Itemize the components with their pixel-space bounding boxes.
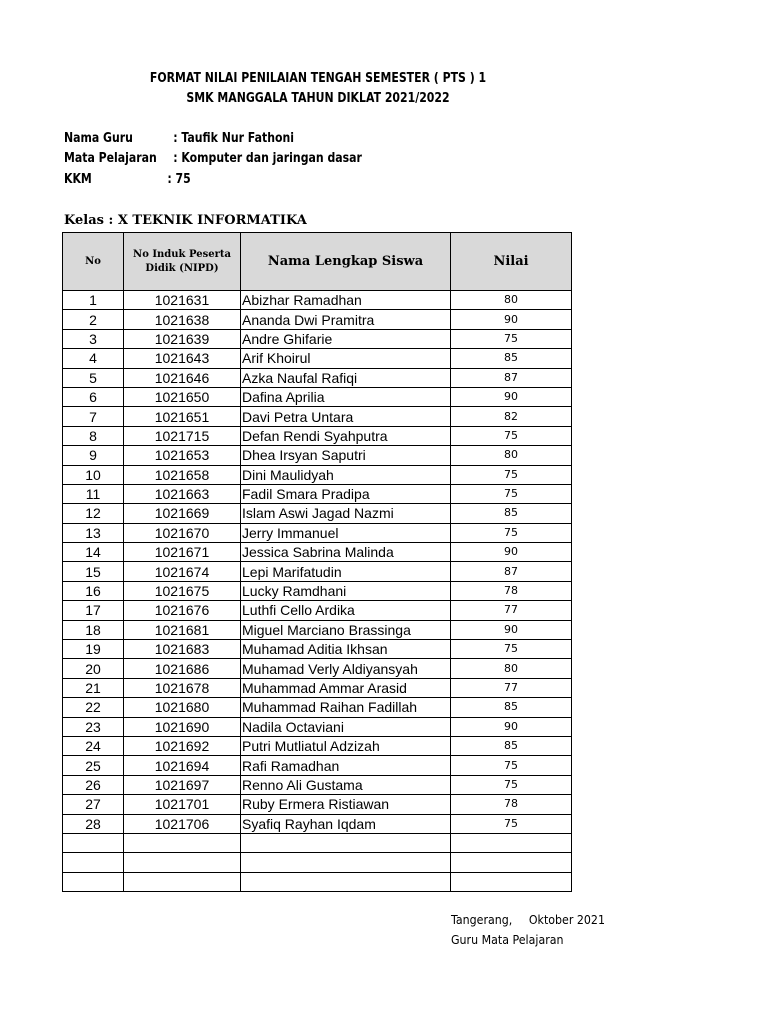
cell-nilai: 77 — [451, 601, 572, 620]
table-row — [63, 659, 572, 678]
cell-nilai: 80 — [451, 291, 572, 310]
cell-nipd: 1021692 — [124, 736, 241, 755]
cell-nama: Lucky Ramdhani — [241, 581, 451, 600]
cell-nilai: 85 — [451, 736, 572, 755]
cell-nipd: 1021701 — [124, 795, 241, 814]
cell-nilai: 90 — [451, 620, 572, 639]
table-row — [63, 736, 572, 755]
empty-cell — [241, 872, 451, 891]
table-row — [63, 620, 572, 639]
cell-nilai: 80 — [451, 659, 572, 678]
cell-nama: Jerry Immanuel — [241, 523, 451, 542]
cell-no: 11 — [63, 484, 124, 503]
cell-no: 25 — [63, 756, 124, 775]
cell-nipd: 1021643 — [124, 349, 241, 368]
cell-no: 8 — [63, 426, 124, 445]
cell-nama: Lepi Marifatudin — [241, 562, 451, 581]
table-row — [63, 717, 572, 736]
cell-no: 1 — [63, 291, 124, 310]
cell-no: 24 — [63, 736, 124, 755]
cell-nilai: 80 — [451, 446, 572, 465]
cell-nama: Jessica Sabrina Malinda — [241, 543, 451, 562]
cell-no: 2 — [63, 310, 124, 329]
cell-nama: Dhea Irsyan Saputri — [241, 446, 451, 465]
cell-no: 22 — [63, 698, 124, 717]
empty-cell — [124, 872, 241, 891]
cell-no: 13 — [63, 523, 124, 542]
cell-nama: Muhammad Raihan Fadillah — [241, 698, 451, 717]
document-subtitle: SMK MANGGALA TAHUN DIKLAT 2021/2022 — [186, 91, 450, 106]
info-kkm — [64, 172, 191, 187]
document-title: FORMAT NILAI PENILAIAN TENGAH SEMESTER ( PTS ) 1 — [149, 71, 487, 86]
guru-label: Nama Guru — [64, 131, 133, 146]
grades-table — [62, 232, 572, 892]
cell-no: 7 — [63, 407, 124, 426]
cell-nilai: 87 — [451, 368, 572, 387]
cell-nipd: 1021638 — [124, 310, 241, 329]
cell-nilai: 90 — [451, 387, 572, 406]
cell-no: 21 — [63, 678, 124, 697]
table-row — [63, 484, 572, 503]
cell-nipd: 1021676 — [124, 601, 241, 620]
cell-nipd: 1021658 — [124, 465, 241, 484]
info-guru — [64, 131, 294, 146]
cell-nipd: 1021646 — [124, 368, 241, 387]
cell-nilai: 90 — [451, 310, 572, 329]
cell-nama: Syafiq Rayhan Iqdam — [241, 814, 451, 833]
table-row-empty — [63, 872, 572, 891]
cell-no: 28 — [63, 814, 124, 833]
cell-nama: Luthfi Cello Ardika — [241, 601, 451, 620]
table-row-empty — [63, 853, 572, 872]
cell-nipd: 1021671 — [124, 543, 241, 562]
cell-nilai: 75 — [451, 426, 572, 445]
cell-nilai: 78 — [451, 581, 572, 600]
cell-nilai: 75 — [451, 775, 572, 794]
cell-no: 27 — [63, 795, 124, 814]
table-row — [63, 368, 572, 387]
cell-nama: Davi Petra Untara — [241, 407, 451, 426]
table-header-row — [63, 233, 572, 291]
table-row-empty — [63, 833, 572, 852]
cell-nipd: 1021697 — [124, 775, 241, 794]
table-row — [63, 698, 572, 717]
cell-no: 26 — [63, 775, 124, 794]
cell-nama: Fadil Smara Pradipa — [241, 484, 451, 503]
header-nama: Nama Lengkap Siswa — [241, 233, 451, 291]
cell-nama: Muhammad Ammar Arasid — [241, 678, 451, 697]
cell-nama: Andre Ghifarie — [241, 329, 451, 348]
cell-nama: Dafina Aprilia — [241, 387, 451, 406]
table-row — [63, 814, 572, 833]
cell-nilai: 90 — [451, 717, 572, 736]
empty-cell — [124, 853, 241, 872]
cell-nama: Nadila Octaviani — [241, 717, 451, 736]
cell-nipd: 1021653 — [124, 446, 241, 465]
cell-no: 12 — [63, 504, 124, 523]
cell-nipd: 1021706 — [124, 814, 241, 833]
empty-cell — [124, 833, 241, 852]
info-mapel — [64, 151, 362, 166]
cell-nipd: 1021631 — [124, 291, 241, 310]
empty-cell — [63, 853, 124, 872]
cell-nama: Ananda Dwi Pramitra — [241, 310, 451, 329]
signature-role: Guru Mata Pelajaran — [451, 933, 564, 947]
cell-nipd: 1021669 — [124, 504, 241, 523]
cell-nilai: 85 — [451, 349, 572, 368]
cell-no: 10 — [63, 465, 124, 484]
table-row — [63, 562, 572, 581]
empty-cell — [241, 833, 451, 852]
header-no: No — [63, 233, 124, 291]
cell-nilai: 75 — [451, 465, 572, 484]
cell-nama: Muhamad Aditia Ikhsan — [241, 640, 451, 659]
cell-nama: Putri Mutliatul Adzizah — [241, 736, 451, 755]
cell-nipd: 1021683 — [124, 640, 241, 659]
table-row — [63, 581, 572, 600]
cell-nipd: 1021715 — [124, 426, 241, 445]
signature-place-date — [451, 913, 605, 927]
class-label: Kelas : X TEKNIK INFORMATIKA — [64, 213, 307, 228]
cell-no: 5 — [63, 368, 124, 387]
cell-nipd: 1021651 — [124, 407, 241, 426]
cell-nilai: 87 — [451, 562, 572, 581]
table-row — [63, 291, 572, 310]
table-row — [63, 640, 572, 659]
cell-nilai: 85 — [451, 698, 572, 717]
cell-nama: Azka Naufal Rafiqi — [241, 368, 451, 387]
empty-cell — [63, 872, 124, 891]
header-nipd — [124, 233, 241, 291]
signature-place: Tangerang, — [451, 913, 513, 927]
cell-nama: Defan Rendi Syahputra — [241, 426, 451, 445]
table-row — [63, 795, 572, 814]
table-row — [63, 543, 572, 562]
cell-nama: Muhamad Verly Aldiyansyah — [241, 659, 451, 678]
cell-nipd: 1021686 — [124, 659, 241, 678]
cell-no: 17 — [63, 601, 124, 620]
cell-no: 20 — [63, 659, 124, 678]
table-row — [63, 601, 572, 620]
cell-nama: Dini Maulidyah — [241, 465, 451, 484]
cell-nama: Arif Khoirul — [241, 349, 451, 368]
cell-nama: Abizhar Ramadhan — [241, 291, 451, 310]
cell-no: 23 — [63, 717, 124, 736]
guru-value: : Taufik Nur Fathoni — [173, 131, 295, 146]
cell-nilai: 77 — [451, 678, 572, 697]
cell-nipd: 1021650 — [124, 387, 241, 406]
mapel-value: : Komputer dan jaringan dasar — [173, 151, 362, 166]
cell-nipd: 1021670 — [124, 523, 241, 542]
cell-no: 3 — [63, 329, 124, 348]
table-row — [63, 465, 572, 484]
cell-nilai: 75 — [451, 523, 572, 542]
cell-no: 9 — [63, 446, 124, 465]
cell-nilai: 75 — [451, 814, 572, 833]
cell-nipd: 1021680 — [124, 698, 241, 717]
cell-nipd: 1021675 — [124, 581, 241, 600]
cell-nipd: 1021674 — [124, 562, 241, 581]
cell-nilai: 85 — [451, 504, 572, 523]
cell-nipd: 1021694 — [124, 756, 241, 775]
cell-nilai: 75 — [451, 329, 572, 348]
table-row — [63, 775, 572, 794]
empty-cell — [451, 853, 572, 872]
cell-nilai: 82 — [451, 407, 572, 426]
table-row — [63, 756, 572, 775]
cell-nilai: 75 — [451, 640, 572, 659]
cell-no: 4 — [63, 349, 124, 368]
header-nipd-line1: No Induk Peserta — [133, 248, 231, 260]
empty-cell — [451, 833, 572, 852]
empty-cell — [63, 833, 124, 852]
header-nilai: Nilai — [451, 233, 572, 291]
header-nipd-line2: Didik (NIPD) — [145, 262, 219, 274]
cell-nama: Ruby Ermera Ristiawan — [241, 795, 451, 814]
table-row — [63, 387, 572, 406]
empty-cell — [241, 853, 451, 872]
cell-no: 15 — [63, 562, 124, 581]
cell-no: 19 — [63, 640, 124, 659]
cell-nilai: 90 — [451, 543, 572, 562]
table-row — [63, 446, 572, 465]
cell-nama: Islam Aswi Jagad Nazmi — [241, 504, 451, 523]
cell-nipd: 1021681 — [124, 620, 241, 639]
kkm-value: : 75 — [167, 172, 191, 187]
table-row — [63, 310, 572, 329]
table-row — [63, 523, 572, 542]
cell-nilai: 78 — [451, 795, 572, 814]
empty-cell — [451, 872, 572, 891]
cell-no: 14 — [63, 543, 124, 562]
cell-nama: Miguel Marciano Brassinga — [241, 620, 451, 639]
cell-nama: Rafi Ramadhan — [241, 756, 451, 775]
table-row — [63, 426, 572, 445]
cell-nipd: 1021690 — [124, 717, 241, 736]
cell-nipd: 1021678 — [124, 678, 241, 697]
table-row — [63, 504, 572, 523]
table-row — [63, 329, 572, 348]
table-row — [63, 349, 572, 368]
mapel-label: Mata Pelajaran — [64, 151, 157, 166]
table-row — [63, 407, 572, 426]
cell-no: 18 — [63, 620, 124, 639]
cell-nama: Renno Ali Gustama — [241, 775, 451, 794]
cell-nipd: 1021639 — [124, 329, 241, 348]
cell-nilai: 75 — [451, 484, 572, 503]
cell-nipd: 1021663 — [124, 484, 241, 503]
cell-nilai: 75 — [451, 756, 572, 775]
cell-no: 16 — [63, 581, 124, 600]
kkm-label: KKM — [64, 172, 92, 187]
table-body — [63, 291, 572, 892]
cell-no: 6 — [63, 387, 124, 406]
signature-date: Oktober 2021 — [528, 913, 605, 927]
table-row — [63, 678, 572, 697]
